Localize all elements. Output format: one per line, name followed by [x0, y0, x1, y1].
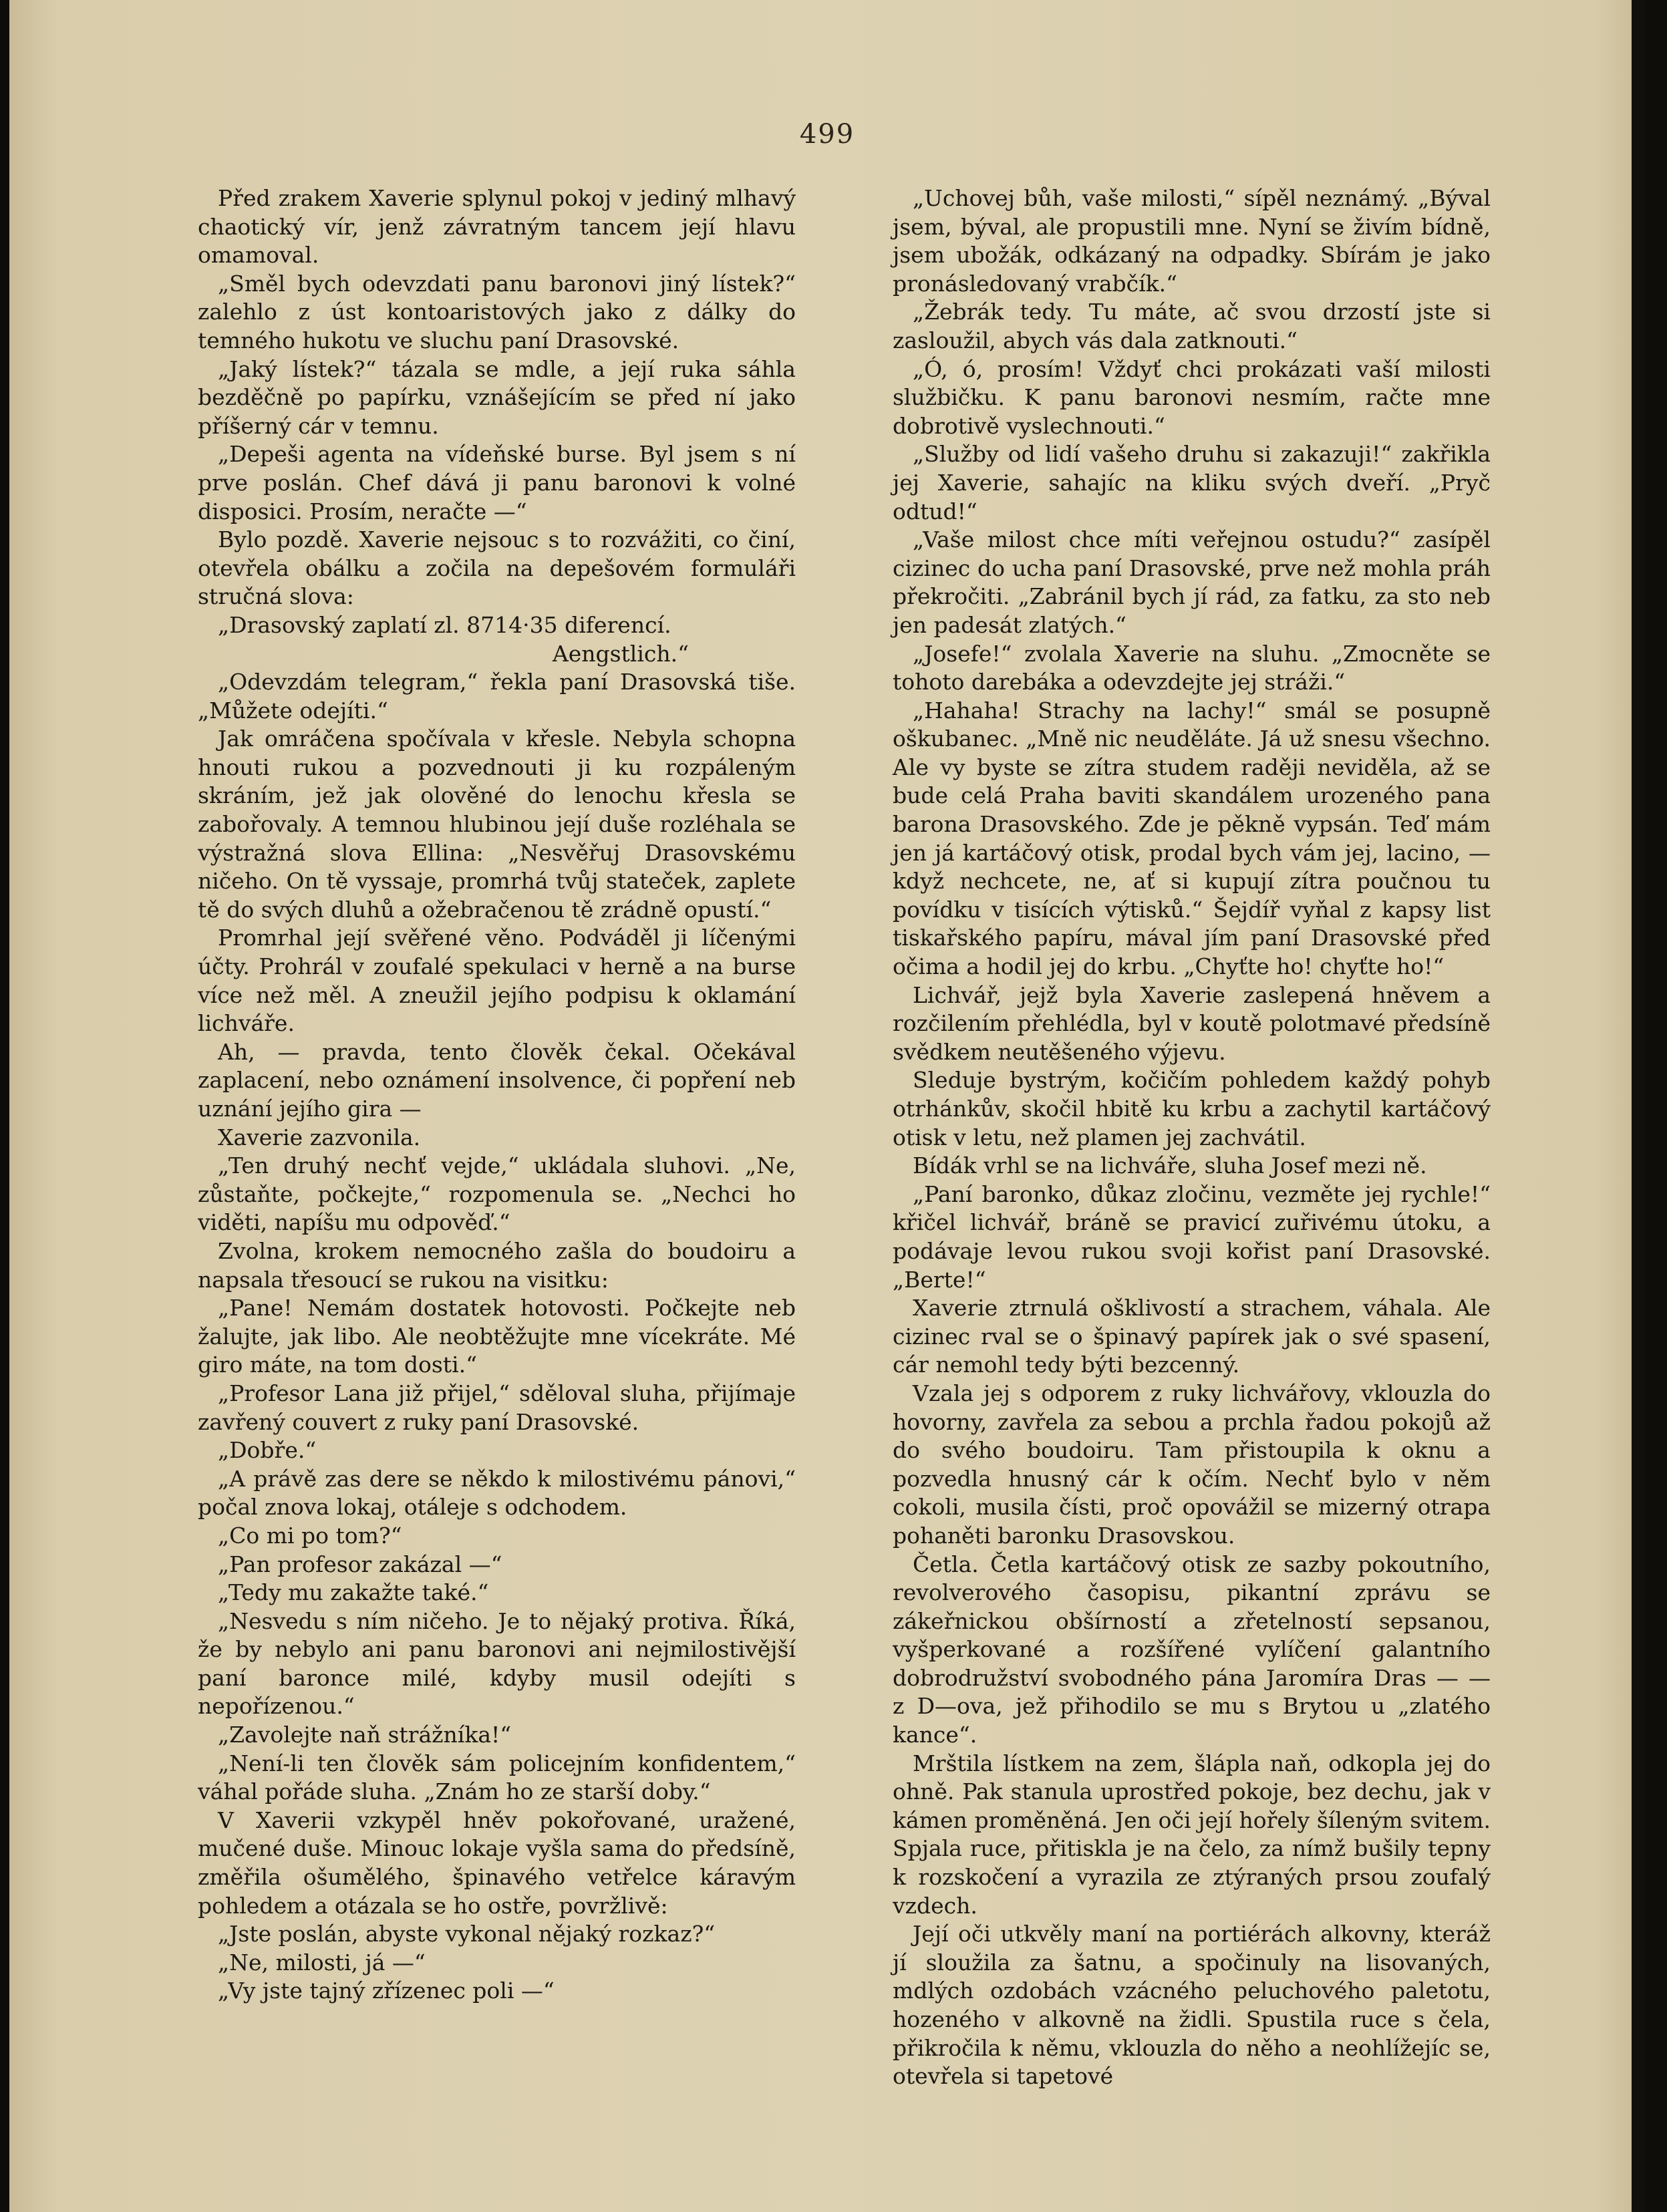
paragraph: Vzala jej s odporem z ruky lichvářovy, vklouzla do hovorny, zavřela za sebou a prchla řadou pokojů až do svého boudoiru. Tam přistoupila k oknu a pozvedla hnusný cár k očím. Nechť bylo v něm cokoli, musila čísti, proč opovážil se mizerný otrapa pohaněti baronku Drasovskou. [893, 1380, 1491, 1549]
paragraph: „Ó, ó, prosím! Vždyť chci prokázati vaší milosti službičku. K panu baronovi nesmím, račte mne dobrotivě vyslechnouti.“ [893, 355, 1491, 439]
paragraph: „Jaký lístek?“ tázala se mdle, a její ruka sáhla bezděčně po papírku, vznášejícím se před ní jako příšerný cár v temnu. [198, 355, 796, 439]
telegram-text: „Drasovský zaplatí zl. 8714·35 diferencí. [218, 611, 671, 638]
paragraph: Její oči utkvěly maní na portiérách alkovny, kteráž jí sloužila za šatnu, a spočinuly na lisovaných, mdlých ozdobách vzácného peluchového paletotu, hozeného v alkovně na židli. Spustila ruce s čela, přikročila k němu, vklouzla do něho a neohlížejíc se, otevřela si tapetové [893, 1921, 1491, 2090]
paragraph: „Jste poslán, abyste vykonal nějaký rozkaz?“ [218, 1921, 716, 1947]
paragraph: „Pane! Nemám dostatek hotovosti. Počkejte neb žalujte, jak libo. Ale neobtěžujte mne vícekráte. Mé giro máte, na tom dosti.“ [198, 1295, 796, 1378]
page-edge [1632, 0, 1645, 2212]
paragraph: „Zavolejte naň strážníka!“ [218, 1722, 512, 1748]
page-number: 499 [799, 119, 855, 150]
paragraph: „Co mi po tom?“ [218, 1522, 402, 1549]
paragraph: „Nesvedu s ním ničeho. Je to nějaký protiva. Říká, že by nebylo ani panu baronovi ani nejmilostivější paní baronce milé, kdyby musil odejíti s nepořízenou.“ [198, 1607, 796, 1720]
paragraph: Promrhal její svěřené věno. Podváděl ji líčenými účty. Prohrál v zoufalé spekulaci v herně a na burse více než měl. A zneužil jejího podpisu k oklamání lichváře. [198, 925, 796, 1037]
paragraph: Lichvář, jejž byla Xaverie zaslepená hněvem a rozčilením přehlédla, byl v koutě polotmavé předsíně svědkem neutěšeného výjevu. [893, 981, 1491, 1065]
paragraph: „Směl bych odevzdati panu baronovi jiný lístek?“ zalehlo z úst kontoaristových jako z dálky do temného hukotu ve sluchu paní Drasovské. [198, 270, 796, 353]
paragraph: „Paní baronko, důkaz zločinu, vezměte jej rychle!“ křičel lichvář, bráně se pravicí zuřivému útoku, a podávaje levou rukou svoji kořist paní Drasovské. „Berte!“ [893, 1180, 1491, 1293]
paragraph: Mrštila lístkem na zem, šlápla naň, odkopla jej do ohně. Pak stanula uprostřed pokoje, bez dechu, jak v kámen proměněná. Jen oči její hořely šíleným svitem. Spjala ruce, přitiskla je na čelo, za nímž bušily tepny k rozskočení a vyrazila ze ztýraných prsou zoufalý vzdech. [893, 1750, 1491, 1919]
paragraph: V Xaverii vzkypěl hněv pokořované, uražené, mučené duše. Minouc lokaje vyšla sama do předsíně, změřila ošumělého, špinavého vetřelce káravým pohledem a otázala se ho ostře, povržlivě: [198, 1806, 796, 1919]
paragraph: „Tedy mu zakažte také.“ [218, 1579, 489, 1606]
paragraph: „Hahaha! Strachy na lachy!“ smál se posupně oškubanec. „Mně nic neuděláte. Já už snesu všechno. Ale vy byste se zítra studem raději neviděla, až se bude celá Praha baviti skandálem urozeného pana barona Drasovského. Zde je pěkně vypsán. Teď mám jen já kartáčový otisk, prodal bych vám jej, lacino, — když nechcete, ne, ať si kupují zítra poučnou tu povídku v tisících výtisků.“ Šejdíř vyňal z kapsy list tiskařského papíru, mával jím paní Drasovské před očima a hodil jej do krbu. „Chyťte ho! chyťte ho!“ [893, 697, 1491, 980]
paragraph: „Ne, milosti, já —“ [218, 1949, 426, 1976]
left-column [198, 184, 796, 2006]
paragraph: „Žebrák tedy. Tu máte, ač svou drzostí jste si zasloužil, abych vás dala zatknouti.“ [893, 299, 1491, 353]
paragraph: „Odevzdám telegram,“ řekla paní Drasovská tiše. „Můžete odejíti.“ [198, 669, 796, 724]
paragraph: Před zrakem Xaverie splynul pokoj v jediný mlhavý chaotický vír, jenž závratným tancem její hlavu omamoval. [198, 185, 796, 269]
paragraph: Xaverie ztrnulá ošklivostí a strachem, váhala. Ale cizinec rval se o špinavý papírek jak o své spasení, cár nemohl tedy býti bezcenný. [893, 1295, 1491, 1378]
paragraph: „Ten druhý nechť vejde,“ ukládala sluhovi. „Ne, zůstaňte, počkejte,“ rozpomenula se. „Nechci ho viděti, napíšu mu odpověď.“ [198, 1152, 796, 1236]
paragraph: Jak omráčena spočívala v křesle. Nebyla schopna hnouti rukou a pozvednouti ji ku rozpáleným skráním, jež jak olověné do lenochu křesla se zabořovaly. A temnou hlubinou její duše rozléhala se výstražná slova Ellina: „Nesvěřuj Drasovskému ničeho. On tě vyssaje, promrhá tvůj stateček, zaplete tě do svých dluhů a ožebračenou tě zrádně opustí.“ [198, 726, 796, 923]
paragraph: „Profesor Lana již přijel,“ sděloval sluha, přijímaje zavřený couvert z ruky paní Drasovské. [198, 1380, 796, 1435]
right-column [893, 184, 1491, 2091]
paragraph: „Depeši agenta na vídeňské burse. Byl jsem s ní prve poslán. Chef dává ji panu baronovi k volné disposici. Prosím, neračte —“ [198, 441, 796, 524]
paragraph: Sleduje bystrým, kočičím pohledem každý pohyb otrhánkův, skočil hbitě ku krbu a zachytil kartáčový otisk v letu, než plamen jej zachvátil. [893, 1067, 1491, 1150]
paragraph: „Není-li ten člověk sám policejním konfidentem,“ váhal pořáde sluha. „Znám ho ze starší doby.“ [198, 1750, 796, 1805]
paragraph: „Uchovej bůh, vaše milosti,“ sípěl neznámý. „Býval jsem, býval, ale propustili mne. Nyní se živím bídně, jsem ubožák, odkázaný na odpadky. Sbírám je jako pronásledovaný vrabčík.“ [893, 185, 1491, 297]
paragraph: „A právě zas dere se někdo k milostivému pánovi,“ počal znova lokaj, otáleje s odchodem. [198, 1465, 796, 1521]
paragraph: Zvolna, krokem nemocného zašla do boudoiru a napsala třesoucí se rukou na visitku: [198, 1237, 796, 1293]
paragraph: Bylo pozdě. Xaverie nejsouc s to rozvážiti, co činí, otevřela obálku a zočila na depešovém formuláři stručná slova: [198, 526, 796, 610]
telegram-signature: Aengstlich.“ [552, 640, 689, 667]
paragraph: Ah, — pravda, tento člověk čekal. Očekával zaplacení, nebo oznámení insolvence, či popření neb uznání jejího gira — [198, 1038, 796, 1122]
paragraph: „Vy jste tajný zřízenec poli —“ [218, 1978, 555, 2004]
paragraph: „Služby od lidí vašeho druhu si zakazuji!“ zakřikla jej Xaverie, sahajíc na kliku svých dveří. „Pryč odtud!“ [893, 441, 1491, 524]
paragraph: „Dobře.“ [218, 1437, 317, 1464]
paragraph: Četla. Četla kartáčový otisk ze sazby pokoutního, revolverového časopisu, pikantní zprávu se zákeřnickou obšírností a zřetelností sepsanou, vyšperkované a rozšířené vylíčení galantního dobrodružství svobodného pána Jaromíra Dras — — z D—ova, jež přihodilo se mu s Brytou u „zlatého kance“. [893, 1551, 1491, 1748]
paragraph: „Pan profesor zakázal —“ [218, 1551, 502, 1577]
paragraph: „Vaše milost chce míti veřejnou ostudu?“ zasípěl cizinec do ucha paní Drasovské, prve než mohla práh překročiti. „Zabránil bych jí rád, za fatku, za sto neb jen padesát zlatých.“ [893, 526, 1491, 638]
paragraph: „Josefe!“ zvolala Xaverie na sluhu. „Zmocněte se tohoto darebáka a odevzdejte jej stráži.“ [893, 640, 1491, 695]
paragraph: Bídák vrhl se na lichváře, sluha Josef mezi ně. [913, 1152, 1427, 1179]
book-page [9, 0, 1645, 2212]
paragraph: Xaverie zazvonila. [218, 1124, 421, 1150]
